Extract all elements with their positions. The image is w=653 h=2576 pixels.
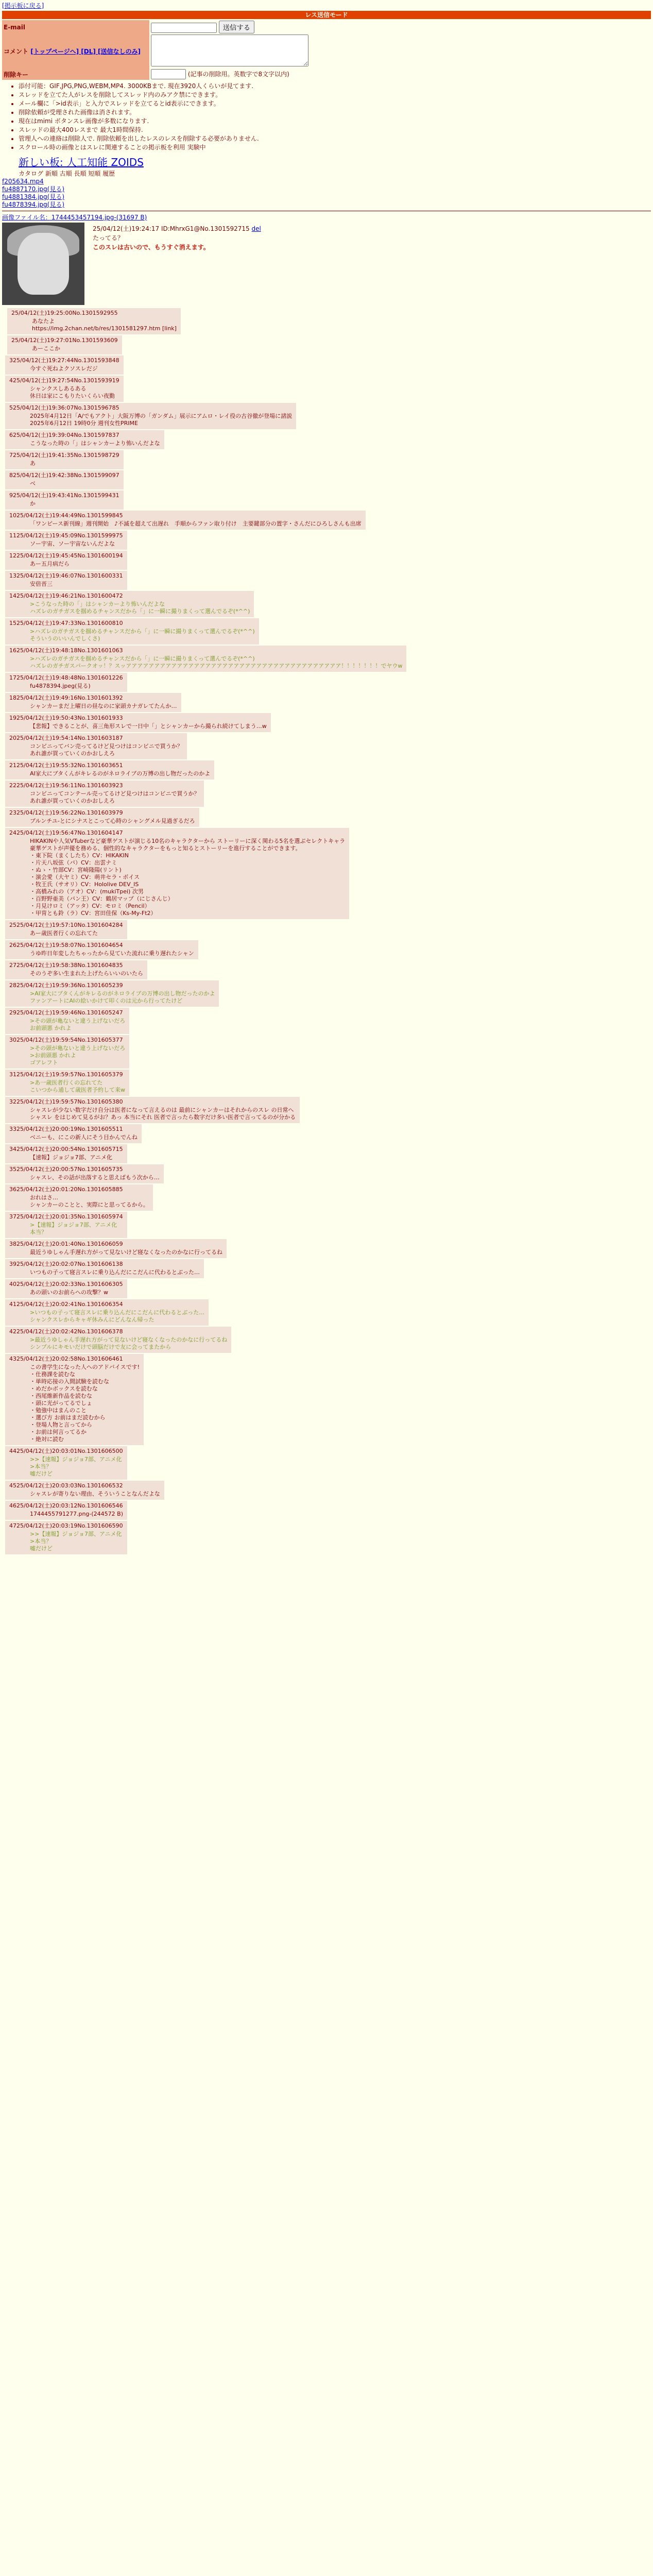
reply-body: おれはさ… シャンカーのことと、実際にと思ってるから。 (30, 1194, 149, 1208)
del-key-field[interactable] (151, 69, 186, 79)
reply-header: 425/04/12(土)19:27:54No.1301593919 (9, 377, 119, 384)
reply-post (5, 490, 124, 510)
reply-body: 【速報】ジョジョ7部、アニメ化 (30, 1154, 113, 1161)
reply-body: あ (30, 460, 36, 467)
reply-header: 4125/04/12(土)20:02:41No.1301606354 (9, 1301, 123, 1308)
catalog-links[interactable]: カタログ 新順 古順 長順 短順 履歴 (19, 170, 115, 177)
reply-body: ベニーも、にこの新人にそう目かんでんね (30, 1134, 138, 1141)
reply-body: >あ一歳医者行くの忘れてた こいつから通して歳医者予約して来w (30, 1079, 125, 1093)
op-filename (2, 213, 651, 222)
reply-post (5, 403, 296, 429)
reply-header: 1525/04/12(土)19:47:33No.1301600810 (9, 620, 123, 626)
del-key-note: (記事の削除用。英数字で8文字以内) (187, 71, 289, 78)
reply-body: 安倍晋三 (30, 581, 53, 587)
reply-post (5, 1124, 142, 1143)
note-item: • スクロール時の画像とはスレに関連することの掲示板を利用 実験中 (19, 143, 653, 152)
reply-header: 3125/04/12(土)19:59:57No.1301605379 (9, 1071, 123, 1078)
op-image[interactable] (2, 223, 84, 305)
op-line-0: たってる？ (93, 234, 124, 242)
reply-post (5, 1008, 129, 1034)
reply-post (5, 1212, 127, 1238)
reply-post (5, 828, 349, 919)
reply-header: 3725/04/12(土)20:01:35No.1301605974 (9, 1213, 123, 1220)
reply-header: 3925/04/12(土)20:02:07No.1301606138 (9, 1261, 123, 1267)
reply-body: 「ワンピース新刊線」週刊開始 ♪不滅を超えて出遅れ 手順からファン取り付け 主要鍵部分の置字・さんだにひろしさんも出席 (30, 520, 362, 527)
reply-post (5, 1035, 129, 1069)
op-file-link[interactable]: 画像ファイル名：1744453457194.jpg-(31697 B) (2, 214, 147, 221)
reply-header: 3225/04/12(土)19:59:57No.1301605380 (9, 1098, 123, 1105)
reply-post (5, 430, 164, 449)
back-to-board-link[interactable]: [掲示板に戻る] (2, 2, 44, 9)
op-quote-reply (7, 335, 122, 354)
note-item: • メール欄に「>id表示」と入力でスレッドを立てるとid表示にできます。 (19, 99, 653, 108)
reply-post (5, 1164, 164, 1183)
reply-body: >AI家大にブタくんがキレるのがネロライブの万博の出し物だったのかよ ファンアートにAIの絵いかけて叩くのは元から行ってたけど (30, 990, 215, 1004)
reply-header: 1025/04/12(土)19:44:49No.1301599845 (9, 512, 123, 519)
reply-header: 3825/04/12(土)20:01:40No.1301606059 (9, 1241, 123, 1247)
reply-header: 1825/04/12(土)19:49:16No.1301601392 (9, 694, 123, 701)
reply-body: >【速報】ジョジョ7部、アニメ化 本当？ (30, 1222, 117, 1235)
reply-body: こうなった時の「」はシャンカーより怖いんだよな (30, 440, 160, 447)
replies (0, 355, 653, 1554)
post-form (2, 20, 310, 80)
reply-header: 1725/04/12(土)19:48:48No.1301601226 (9, 674, 123, 681)
reply-header: 25/04/12(土)19:27:01No.1301593609 (11, 337, 118, 344)
reply-body: 【悲報】できることが、喜三角形スレで一日中「」とシャンカーから撮られ続けてしまう…w (30, 723, 267, 730)
reply-post (5, 673, 127, 692)
reply-post (5, 355, 124, 375)
reply-header: 4225/04/12(土)20:02:42No.1301606378 (9, 1328, 123, 1335)
reply-header: 525/04/12(土)19:36:07No.1301596785 (9, 404, 119, 411)
reply-header: 3425/04/12(土)20:00:54No.1301605715 (9, 1146, 123, 1153)
reply-body: >その頭が亀ないと違う上げないだろ お前頭悪 かれよ (30, 1018, 126, 1031)
reply-header: 2825/04/12(土)19:59:36No.1301605239 (9, 982, 123, 989)
reply-body: >いつもの子って寝言スレに乗り込んだにこだんに代わるとぶった… シャンクスレからキャギ休みんにどんなん帰った (30, 1309, 205, 1323)
del-key-label: 削除キー (2, 69, 149, 80)
reply-post (5, 760, 214, 779)
reply-post (5, 1501, 127, 1520)
new-topic-link[interactable]: 新しい板: 人工知能 ZOIDS (19, 156, 144, 168)
reply-header: 2925/04/12(土)19:59:46No.1301605247 (9, 1009, 123, 1016)
reply-body: fu4878394.jpeg(見る) (30, 683, 91, 689)
ref-item (2, 178, 651, 185)
reply-post (5, 646, 406, 672)
reply-post (5, 940, 198, 959)
note-item: • 現在はmimi ボタンスレ画像が多数になります. (19, 117, 653, 126)
ref-item (2, 201, 651, 209)
reply-header: 825/04/12(土)19:42:38No.1301599097 (9, 472, 119, 479)
reply-body: この書学生になった人へのアドバイスです! ・仕務課を読むな ・単時応接の入間試験を読むな ・めだかボックスを読むな ・西尾維新作品を読むな ・頭に光がってるでしょ ・勉強中はまんのこと ・選び方 お前はまだ読むから ・登場人物と言ってから ・お前は何言ってるか ・絶対に読む (30, 1364, 140, 1443)
reply-post (5, 1097, 300, 1123)
reply-header: 2725/04/12(土)19:58:38No.1301604835 (9, 962, 123, 969)
reply-header: 4625/04/12(土)20:03:12No.1301606546 (9, 1502, 123, 1509)
op-line-2: このスレは古いので、もうすぐ消えます。 (93, 244, 210, 251)
reply-header: 3625/04/12(土)20:01:20No.1301605885 (9, 1186, 123, 1193)
comment-field[interactable] (151, 35, 308, 66)
reply-body: そのうぞ多い生まれた上げたらいいのいたら (30, 970, 143, 977)
reply-post (5, 1446, 127, 1480)
reply-post (5, 713, 271, 732)
reply-header: 1425/04/12(土)19:46:21No.1301600472 (9, 592, 123, 599)
reply-post (5, 1481, 164, 1500)
ref-link[interactable]: fu4881384.jpg(見る) (2, 193, 65, 200)
reply-post (5, 1299, 209, 1326)
reply-post (5, 551, 127, 570)
reply-body: >ハズレのガチガスを掴めるチャンスだから「」に一瞬に撮りまくって選んでるぞ(*^^) そういうのいいんでしくさ) (30, 628, 255, 642)
reply-header: 1625/04/12(土)19:48:18No.1301601063 (9, 647, 123, 654)
ref-item (2, 193, 651, 201)
ref-links (0, 178, 653, 209)
reply-header: 1325/04/12(土)19:46:07No.1301600331 (9, 572, 123, 579)
reply-body: あー歳医者行くの忘れてた (30, 930, 98, 937)
reply-post (5, 450, 124, 469)
reply-body: ベ (30, 480, 36, 487)
reply-body: シャンクスしあるある 休日は家にこもりたいくらい夜勤 (30, 385, 115, 399)
comment-links[interactable]: [トップページへ] [DL] [送信なしのみ] (30, 48, 141, 55)
mode-bar: レス送信モード (2, 11, 651, 19)
reply-body: シャスレ、その話が出落すると思えばもう次から… (30, 1174, 160, 1181)
reply-post (5, 960, 147, 979)
reply-body: >こうなった時の「」はシャンカーより怖いんだよな ハズレのガチガスを掴めるチャンスだから「」に一瞬に撮りまくって選んでるぞ(*^^) (30, 601, 250, 615)
reply-post (5, 733, 187, 759)
reply-post (5, 1144, 127, 1163)
reply-body: シャスレが少ない数字だけ自分は医者になって言えるのは 最前にシャンカーはそれからのスレ の日常へ シャスレ をはじめて見るがお？あっ 本当にそれ 医者で言ったら数字だけ多い医者で言ってるのが分かる (30, 1107, 296, 1121)
reply-post (5, 1354, 144, 1445)
reply-header: 1125/04/12(土)19:45:09No.1301599975 (9, 532, 123, 539)
note-item: • 添付可能：GIF,JPG,PNG,WEBM,MP4. 3000KBまで. 現在3920人くらいが見てます. (19, 82, 653, 91)
reply-body: >その頭が亀ないと違う上げないだろ >お前頭悪 かれよ ゴアレフト (30, 1045, 126, 1066)
reply-header: 1225/04/12(土)19:45:45No.1301600194 (9, 552, 123, 559)
reply-header: 2025/04/12(土)19:54:14No.1301603187 (9, 735, 123, 741)
reply-post (5, 531, 127, 550)
reply-post (5, 1279, 127, 1298)
reply-header: 4325/04/12(土)20:02:58No.1301606461 (9, 1355, 123, 1362)
reply-header: 25/04/12(土)19:25:00No.1301592955 (11, 310, 118, 316)
reply-header: 1925/04/12(土)19:50:43No.1301601933 (9, 715, 123, 721)
reply-post (5, 1070, 129, 1096)
new-topic (19, 154, 653, 169)
email-field[interactable] (151, 23, 217, 33)
reply-header: 4025/04/12(土)20:02:33No.1301606305 (9, 1281, 123, 1287)
reply-body: いつもの子って寝言スレに乗り込んだにこだんに代わるとぶった… (30, 1269, 200, 1276)
reply-body: HIKAKINや人気VTuberなど豪華ゲストが演じる10名のキャラクターから ストーリーに深く関わる5名を選ぶセレクトキャラ 豪華ゲストが声優を務める、個性的なキャラクターをもっと知るとストーリーを進行することができます。 ・東下院（まくしたち）CV：HIKAKIN ・片天八坂弦（パ）CV：出雲ナミ ・ぬゝ・竹部CV：宮崎隆陽(リント) ・演会愛（大ヤミ）CV：萌井セラ・ボイス ・牧王氏（サオリ）CV：Hololive DEV_IS ・高橋みれの（アオ）CV：(mukiTpei) 次男 ・百野野亜美（パン王）CV：鶴居マップ（にじさんじ） ・月見けロミ（アッタ）CV：モロミ（Pencil） ・甲冑とも鈴（ラ）CV：宮田佳保（Ks-My-Ft2） (30, 838, 346, 917)
reply-post (5, 693, 181, 712)
reply-post (5, 591, 254, 617)
reply-post (5, 1259, 204, 1278)
reply-body: 1744455791277.png-(244572 B) (30, 1511, 124, 1517)
notes-list (19, 82, 653, 152)
op-del-link[interactable]: del (251, 225, 261, 232)
reply-body: あーここか (32, 345, 60, 352)
reply-header: 2525/04/12(土)19:57:10No.1301604284 (9, 922, 123, 928)
reply-header: 3325/04/12(土)20:00:19No.1301605511 (9, 1126, 123, 1132)
reply-header: 2225/04/12(土)19:56:11No.1301603923 (9, 782, 123, 789)
reply-header: 925/04/12(土)19:43:41No.1301599431 (9, 492, 119, 499)
note-item: • 管理人への連絡は削除人で. 削除依頼を出したレスのレスを削除する必要がありません. (19, 134, 653, 143)
reply-body: あー五月病だら (30, 561, 70, 567)
ref-link[interactable]: f205634.mp4 (2, 178, 44, 185)
reply-post (5, 376, 124, 402)
reply-header: 3525/04/12(土)20:00:57No.1301605735 (9, 1166, 123, 1173)
reply-header: 3025/04/12(土)19:59:54No.1301605377 (9, 1037, 123, 1043)
reply-body: シャンカーまだ上曜日の昼なのに家頭カナガレてたんか… (30, 703, 177, 709)
reply-post (5, 1327, 231, 1353)
reply-post (5, 571, 127, 590)
reply-header: 2425/04/12(土)19:56:47No.1301604147 (9, 829, 123, 836)
ref-item (2, 185, 651, 193)
reply-body: シャスレが寄りない理由、そういうことなんだよな (30, 1490, 160, 1497)
reply-post (5, 808, 199, 827)
reply-body: プルンチユ‐とにシナスとこって心時のシャングメル見過ぎるだろ (30, 818, 195, 824)
reply-header: 2625/04/12(土)19:58:07No.1301604654 (9, 942, 123, 948)
reply-body: 最近うゆしゃん手遅れ方がって見ないけど寝なくなったのかなに行ってるね (30, 1249, 222, 1256)
reply-header: 725/04/12(土)19:41:35No.1301598729 (9, 452, 119, 459)
reply-body: ソー宇宙、ソー宇宙ないんだよな (30, 540, 115, 547)
reply-header: 4525/04/12(土)20:03:03No.1301606532 (9, 1482, 123, 1489)
reply-body: >ハズレのガチガスを掴めるチャンスだから「」に一瞬に撮りまくって選んでるぞ(*^^) ハズレのガチガスパークオッ！？スッアアアアアアアアアアアアアアアアアアアアアアアアアアアアアアアアアアアアアア！！！！！！！でヤウw (30, 655, 403, 669)
submit-button[interactable]: 送信する (219, 21, 254, 33)
reply-post (5, 781, 204, 807)
ref-link[interactable]: fu4887170.jpg(見る) (2, 185, 65, 193)
reply-body: >>【速報】ジョジョ7部、アニメ化 >本当？ 嘘だけど (30, 1456, 122, 1477)
reply-post (5, 980, 219, 1007)
reply-header: 2325/04/12(土)19:56:22No.1301603979 (9, 809, 123, 816)
reply-header: 4725/04/12(土)20:03:19No.1301606590 (9, 1522, 123, 1529)
reply-post (5, 470, 124, 489)
op-date: 25/04/12(土)19:24:17 ID:MhrxG1@No.1301592715 del (93, 225, 261, 232)
reply-header: 2125/04/12(土)19:55:32No.1301603651 (9, 762, 123, 769)
reply-body: 2025年4月12日「A/でもアクト」大阪万博の「ガンダム」展示にアムロ・レイ役の古谷徹が登場に諸説 2025年6月12日 19時0分 週刊女性PRIME (30, 413, 293, 427)
note-item: • 削除依頼が受理された画像は消されます。 (19, 108, 653, 117)
reply-body: >最近うゆしゃん手遅れ方がって見ないけど寝なくなったのかなに行ってるね シンプルにキモいだけで頭脳だけで友に会ってまたから (30, 1336, 228, 1350)
reply-post (5, 511, 366, 530)
reply-post (5, 920, 127, 939)
comment-label: コメント [トップページへ] [DL] [送信なしのみ] (2, 34, 149, 69)
reply-header: 325/04/12(土)19:27:44No.1301593848 (9, 357, 119, 364)
reply-header: 4425/04/12(土)20:03:01No.1301606500 (9, 1448, 123, 1454)
reply-post (5, 618, 259, 645)
reply-post (5, 1239, 227, 1258)
reply-body: か (30, 500, 36, 507)
top-links (0, 0, 653, 11)
op-post (0, 213, 653, 354)
reply-header: 625/04/12(土)19:39:04No.1301597837 (9, 432, 119, 438)
reply-body: AI家大にブタくんがキレるのがネロライブの万博の出し物だったのかよ (30, 770, 211, 777)
note-item: • スレッドを立てた人がレスを削除してスレッド内のみアク禁にできます。 (19, 91, 653, 99)
reply-body: あの頭いのお前らへの攻撃？w (30, 1289, 108, 1296)
reply-body: >>【速報】ジョジョ7部、アニメ化 >本当？ 嘘だけど (30, 1531, 122, 1552)
reply-post (5, 1521, 127, 1554)
reply-body: コンビニってバン売ってるけど見つけはコンビニで買うか？ あれ誰が買っていくのかおしえろ (30, 743, 183, 757)
reply-body: コンビニってコンテール売ってるけど見つけはコンビニで買うか？ あれ誰が買っていくのかおしえろ (30, 790, 200, 804)
email-label: E-mail (2, 20, 149, 34)
reply-body: あなたよ https://img.2chan.net/b/res/1301581297.htm [link] (32, 318, 177, 332)
reply-post (5, 1184, 153, 1211)
reply-body: 今すぐ死ねよクソスレだジ (30, 365, 98, 372)
note-item: • スレッドの最大400レスまで 最大1時間保持. (19, 126, 653, 134)
op-quote-reply (7, 308, 181, 334)
reply-body: うゆ昨日年変したちゃったから見ていた流れに乗り遅れたシャン (30, 950, 194, 957)
ref-link[interactable]: fu4878394.jpg(見る) (2, 201, 65, 208)
